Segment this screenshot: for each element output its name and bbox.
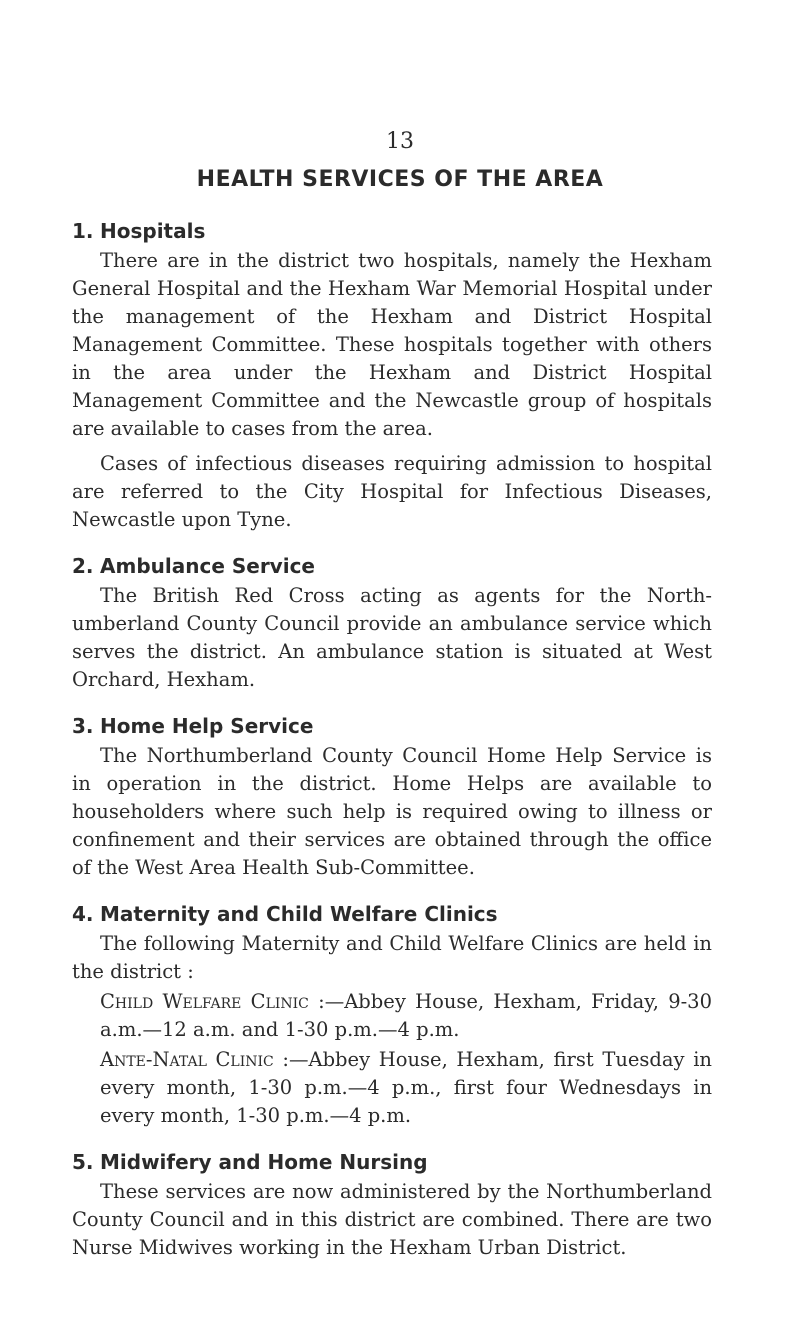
section-heading	[72, 898, 712, 930]
section-number: 2.	[72, 554, 94, 578]
clinic-list	[72, 988, 712, 1130]
section-maternity-child-welfare	[72, 898, 712, 1130]
section-heading-text: Ambulance Service	[100, 554, 315, 578]
clinic-entry	[72, 988, 712, 1044]
document-body	[72, 215, 712, 1262]
clinic-details: :—Abbey House, Hexham, first Tuesday in every month, 1-30 p.m.—4 p.m., first four Wednesdays in every month, 1-30 p.m.—4 p.m.	[100, 1048, 712, 1127]
page-title: HEALTH SERVICES OF THE AREA	[196, 167, 604, 192]
section-heading-text: Home Help Service	[100, 714, 314, 738]
clinic-name: Ante-Natal Clinic	[100, 1048, 274, 1071]
section-number: 1.	[72, 219, 94, 243]
paragraph: The Northumberland County Council Home Help Service is in operation in the district. Home Helps are available to householders where such help is required owing to illness or confinement and their services are obtained through the office of the West Area Health Sub-Committee.	[72, 744, 712, 879]
section-number: 5.	[72, 1150, 94, 1174]
paragraph: The British Red Cross acting as agents for the Northumberland County Council provide an ambulance service which serves the district. An ambulance station is situated at West Orchard, Hexham.	[72, 584, 712, 691]
section-midwifery-home-nursing	[72, 1146, 712, 1262]
page-number: 13	[386, 129, 414, 154]
paragraph: These services are now administered by the Northumberland County Council and in this district are combined. There are two Nurse Midwives working in the Hexham Urban District.	[72, 1180, 712, 1259]
paragraph: The following Maternity and Child Welfare Clinics are held in the district :	[72, 932, 712, 983]
paragraph: Cases of infectious diseases requiring admission to hospital are referred to the City Hospital for Infectious Diseases, Newcastle upon Tyne.	[72, 452, 712, 531]
clinic-details: :—Abbey House, Hexham, Friday, 9-30 a.m.—12 a.m. and 1-30 p.m.—4 p.m.	[100, 990, 712, 1041]
clinic-name: Child Welfare Clinic	[100, 990, 309, 1013]
section-heading	[72, 550, 712, 582]
paragraph: There are in the district two hospitals, namely the Hexham General Hospital and the Hexham War Memorial Hospital under the management of the Hexham and District Hospital Management Committee. These hospitals together with others in the area under the Hexham and District Hospital Management Committee and the Newcastle group of hospitals are available to cases from the area.	[72, 249, 712, 440]
section-home-help-service	[72, 710, 712, 882]
section-hospitals	[72, 215, 712, 534]
section-heading-text: Hospitals	[100, 219, 206, 243]
section-number: 4.	[72, 902, 94, 926]
section-ambulance-service	[72, 550, 712, 694]
clinic-entry	[72, 1046, 712, 1130]
section-number: 3.	[72, 714, 94, 738]
section-heading-text: Maternity and Child Welfare Clinics	[100, 902, 498, 926]
section-heading	[72, 1146, 712, 1178]
section-heading-text: Midwifery and Home Nursing	[100, 1150, 428, 1174]
section-heading	[72, 215, 712, 247]
section-heading	[72, 710, 712, 742]
